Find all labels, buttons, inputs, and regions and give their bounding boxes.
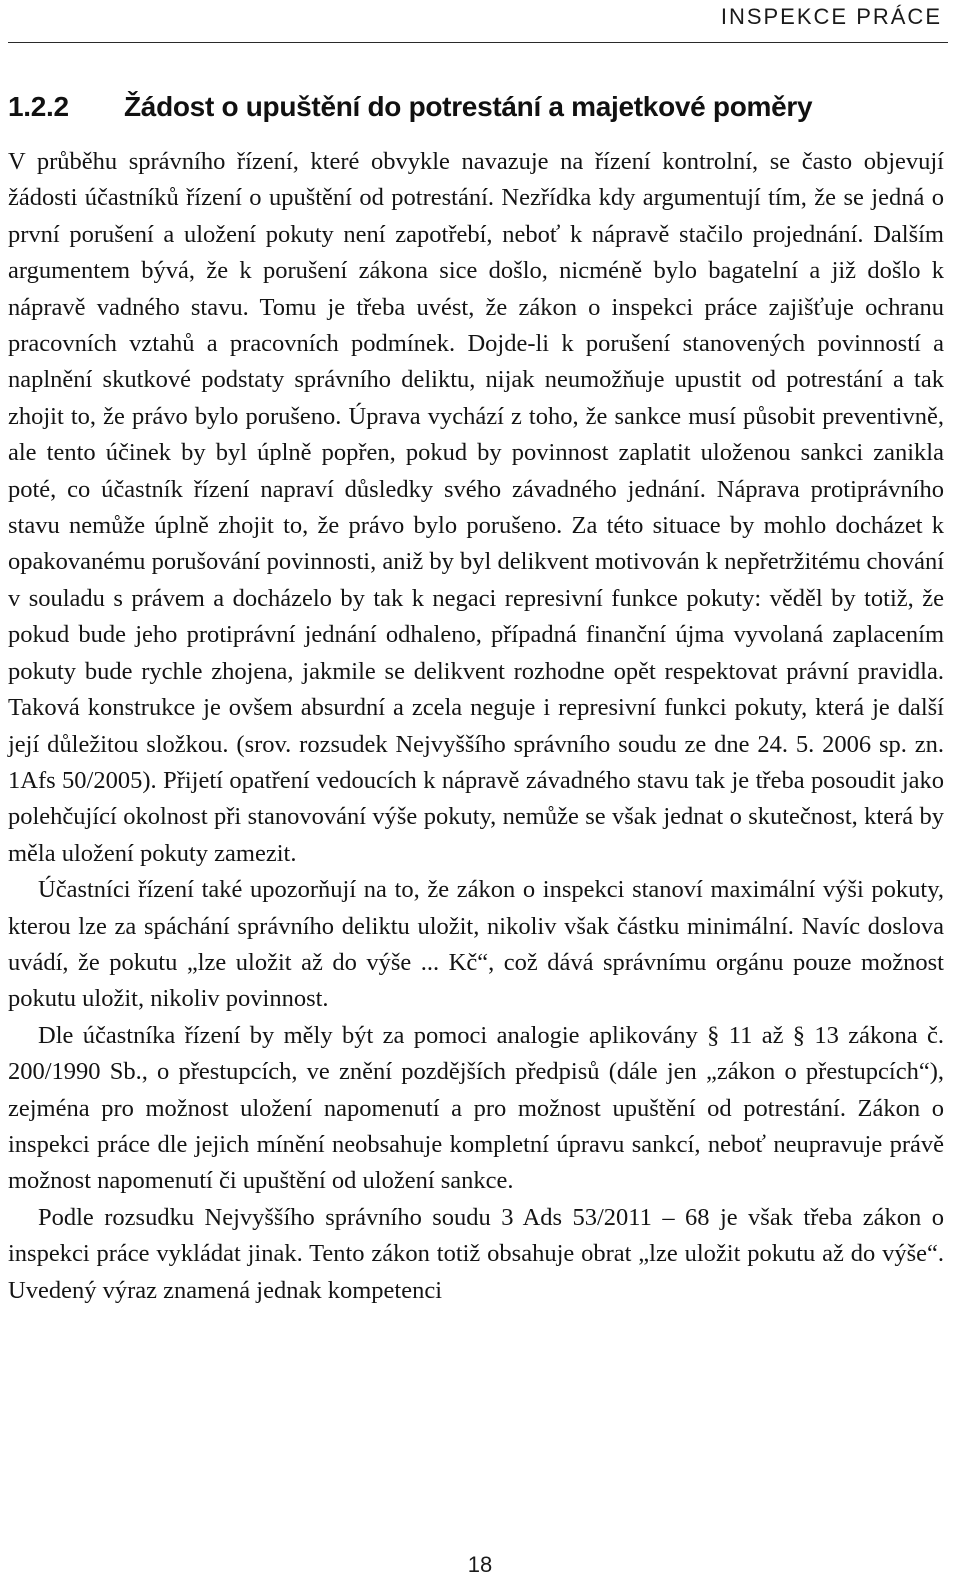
section-title: Žádost o upuštění do potrestání a majetkové poměry	[124, 91, 813, 123]
paragraph: V průběhu správního řízení, které obvykle navazuje na řízení kontrolní, se často objevují žádosti účastníků řízení o upuštění od potrestání. Nezřídka kdy argumentují tím, že se jedná o první porušení a uložení pokuty není zapotřebí, neboť k nápravě stačilo projednání. Dalším argumentem bývá, že k porušení zákona sice došlo, nicméně bylo bagatelní a již došlo k nápravě vadného stavu. Tomu je třeba uvést, že zákon o inspekci práce zajišťuje ochranu pracovních vztahů a pracovních podmínek. Dojde-li k porušení stanovených povinností a naplnění skutkové podstaty správního deliktu, nijak neumožňuje upustit od potrestání a tak zhojit to, že právo bylo porušeno. Úprava vychází z toho, že sankce musí působit preventivně, ale tento účinek by byl úplně popřen, pokud by povinnost zaplatit uloženou sankci zanikla poté, co účastník řízení napraví důsledky svého závadného jednání. Náprava protiprávního stavu nemůže úplně zhojit to, že právo bylo porušeno. Za této situace by mohlo docházet k opakovanému porušování povinnosti, aniž by byl delikvent motivován k nepřetržitému chování v souladu s právem a docházelo by tak k negaci represivní funkce pokuty: věděl by totiž, že pokud bude jeho protiprávní jednání odhaleno, případná finanční újma vyvolaná zaplacením pokuty bude rychle zhojena, jakmile se delikvent rozhodne opět respektovat právní pravidla. Taková konstrukce je ovšem absurdní a zcela neguje i represivní funkci pokuty, která je další její důležitou složkou. (srov. rozsudek Nejvyššího správního soudu ze dne 24. 5. 2006 sp. zn. 1Afs 50/2005). Přijetí opatření vedoucích k nápravě závadného stavu tak je třeba posoudit jako polehčující okolnost při stanovování výše pokuty, nemůže se však jednat o skutečnost, která by měla uložení pokuty zamezit.	[8, 148, 944, 867]
body-text	[8, 144, 944, 1309]
paragraph: Podle rozsudku Nejvyššího správního soudu 3 Ads 53/2011 – 68 je však třeba zákon o inspekci práce vykládat jinak. Tento zákon totiž obsahuje obrat „lze uložit pokutu až do výše“. Uvedený výraz znamená jednak kompetenci	[8, 1203, 944, 1304]
running-header: INSPEKCE PRÁCE	[720, 4, 942, 29]
section-number: 1.2.2	[8, 91, 69, 123]
page-number: 18	[467, 1552, 493, 1577]
section-heading	[8, 91, 812, 123]
header-divider	[8, 42, 948, 43]
paragraph: Dle účastníka řízení by měly být za pomoci analogie aplikovány § 11 až § 13 zákona č. 200/1990 Sb., o přestupcích, ve znění pozdějších předpisů (dále jen „zákon o přestupcích“), zejména pro možnost uložení napomenutí a pro možnost upuštění od potrestání. Zákon o inspekci práce dle jejich mínění neobsahuje kompletní úpravu sankcí, neboť neupravuje právě možnost napomenutí či upuštění od uložení sankce.	[8, 1021, 944, 1195]
paragraph: Účastníci řízení také upozorňují na to, že zákon o inspekci stanoví maximální výši pokuty, kterou lze za spáchání správního deliktu uložit, nikoliv však částku minimální. Navíc doslova uvádí, že pokutu „lze uložit až do výše ... Kč“, což dává správnímu orgánu pouze možnost pokutu uložit, nikoliv povinnost.	[8, 876, 944, 1013]
